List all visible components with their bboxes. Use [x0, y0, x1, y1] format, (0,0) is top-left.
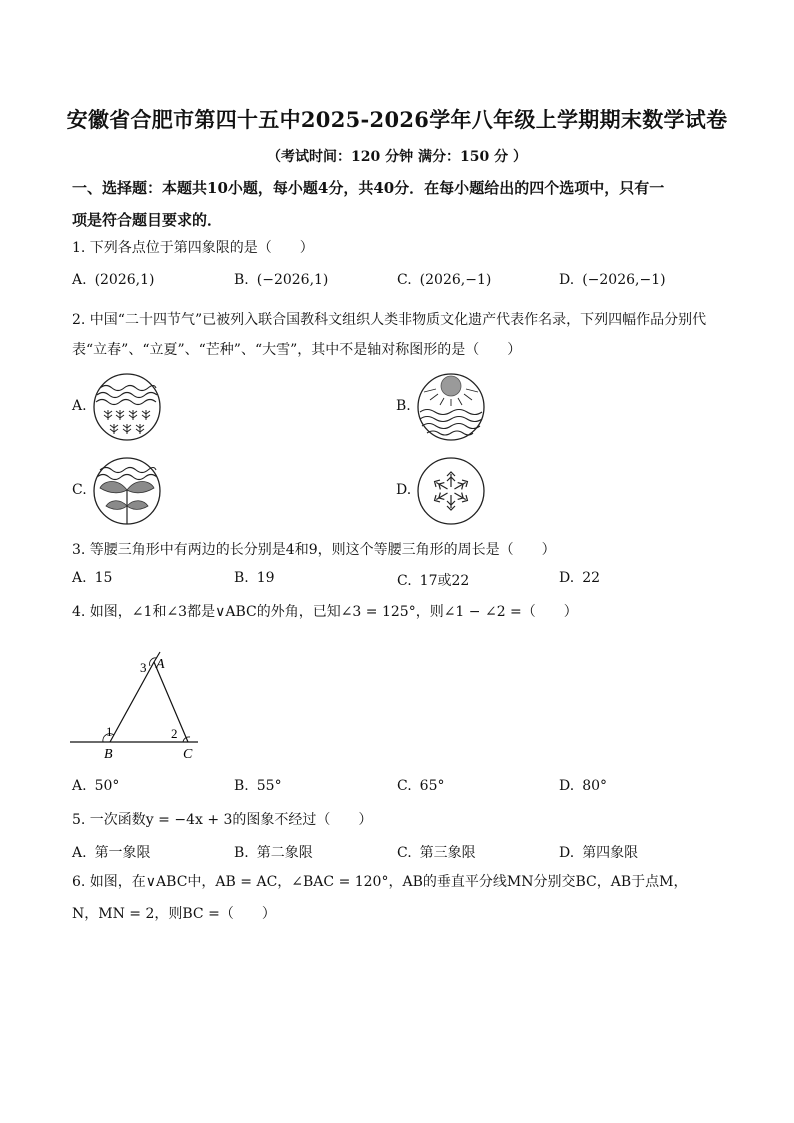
- question-5-options: [72, 842, 732, 868]
- q4-option-d: D. 80°: [559, 778, 608, 794]
- question-6-stem-line2: N，MN = 2，则BC =（ ）: [72, 906, 276, 922]
- q5-option-a: A. 第一象限: [72, 845, 151, 861]
- q2-option-d: D.: [396, 456, 506, 528]
- snowflake-icon: [416, 456, 486, 526]
- exam-subtitle: （考试时间：120 分钟 满分：150 分 ）: [267, 149, 527, 165]
- vertex-label-c: C: [183, 747, 193, 762]
- q3-option-c: C. 17或22: [397, 573, 470, 589]
- question-6-stem-line1: 6. 如图，在∨ABC中，AB = AC，∠BAC = 120°，AB的垂直平分线MN分别交BC，AB于点M，: [72, 874, 688, 890]
- question-1-stem: 1. 下列各点位于第四象限的是（ ）: [72, 240, 314, 256]
- vertex-label-b: B: [104, 747, 113, 762]
- question-3-options: [72, 570, 732, 596]
- question-3-stem: 3. 等腰三角形中有两边的长分别是4和9，则这个等腰三角形的周长是（ ）: [72, 542, 556, 558]
- q4-option-a: A. 50°: [72, 778, 120, 794]
- triangle-figure: [66, 648, 206, 763]
- question-4-stem: 4. 如图，∠1和∠3都是∨ABC的外角，已知∠3 = 125°，则∠1 − ∠2 =（ ）: [72, 604, 578, 620]
- q2-option-b: B.: [396, 372, 506, 444]
- q4-option-b: B. 55°: [234, 778, 282, 794]
- exam-title: 安徽省合肥市第四十五中2025-2026学年八年级上学期期末数学试卷: [66, 107, 728, 132]
- q5-option-d: D. 第四象限: [559, 845, 639, 861]
- q5-option-c: C. 第三象限: [397, 845, 476, 861]
- sunrise-waves-icon: [416, 372, 486, 442]
- angle-label-1: 1: [106, 724, 113, 739]
- q5-option-b: B. 第二象限: [234, 845, 313, 861]
- q1-option-c: C. (2026,−1): [397, 272, 492, 288]
- question-1-options: [72, 272, 732, 298]
- angle-label-2: 2: [171, 726, 178, 741]
- q2-option-a: A.: [72, 372, 182, 444]
- section-heading-line1: 一、选择题：本题共10小题，每小题4分，共40分．在每小题给出的四个选项中，只有一: [72, 179, 665, 197]
- q1-option-a: A. (2026,1): [72, 272, 155, 288]
- q4-option-c: C. 65°: [397, 778, 445, 794]
- q2-option-c: C.: [72, 456, 182, 528]
- section-heading-line2: 项是符合题目要求的．: [72, 211, 223, 229]
- q3-option-a: A. 15: [72, 570, 113, 586]
- q3-option-b: B. 19: [234, 570, 275, 586]
- q1-option-d: D. (−2026,−1): [559, 272, 666, 288]
- q3-option-d: D. 22: [559, 570, 601, 586]
- question-2-stem-line2: 表“立春”、“立夏”、“芒种”、“大雪”，其中不是轴对称图形的是（ ）: [72, 342, 522, 358]
- vertex-label-a: A: [156, 657, 165, 672]
- wheat-waves-icon: [92, 372, 162, 442]
- question-4-options: [72, 778, 732, 804]
- angle-label-3: 3: [140, 660, 147, 675]
- question-2-stem-line1: 2. 中国“二十四节气”已被列入联合国教科文组织人类非物质文化遗产代表作名录，下列四幅作品分别代: [72, 312, 707, 328]
- sprout-waves-icon: [92, 456, 162, 526]
- q1-option-b: B. (−2026,1): [234, 272, 329, 288]
- question-5-stem: 5. 一次函数y = −4x + 3的图象不经过（ ）: [72, 812, 373, 828]
